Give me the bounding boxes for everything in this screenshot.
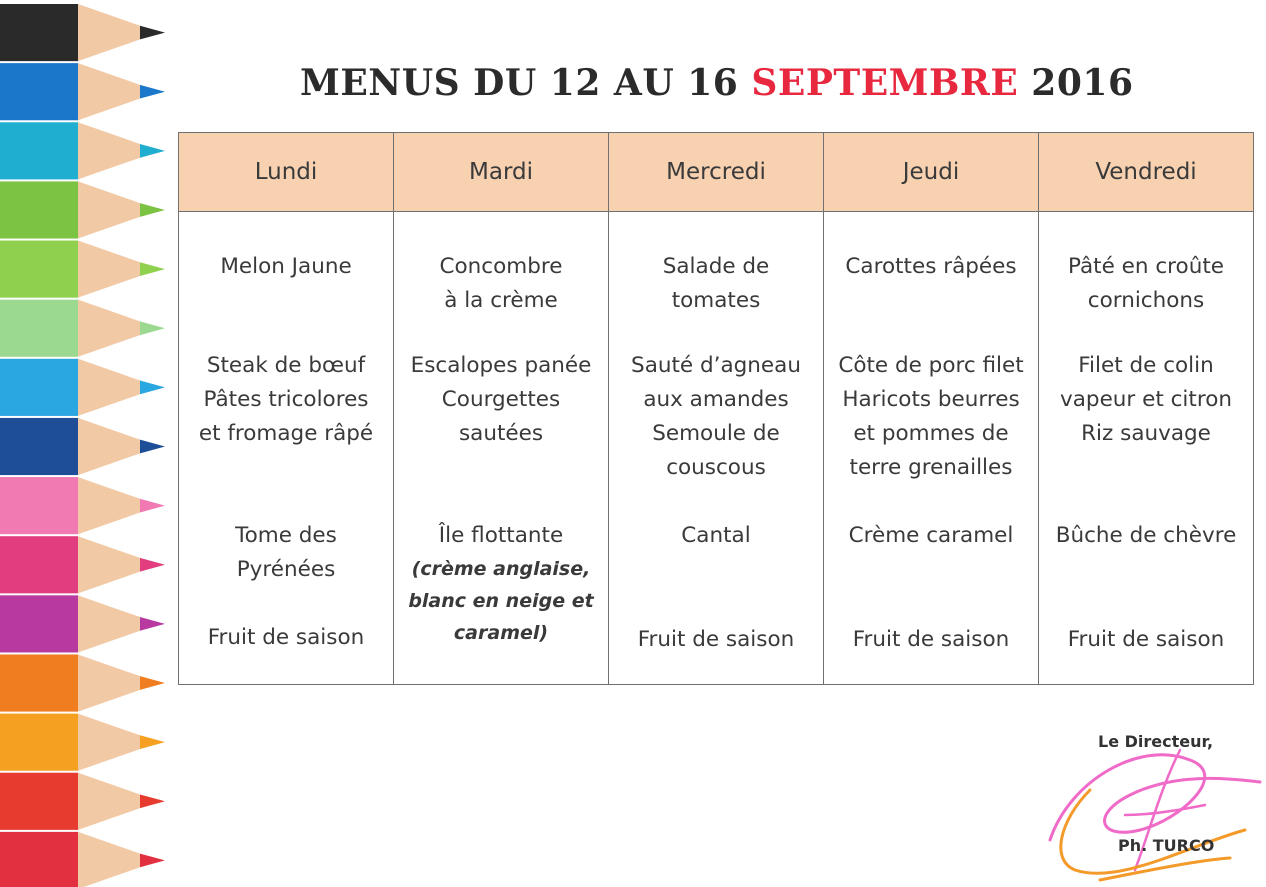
menu-item: aux amandes — [643, 387, 789, 412]
pencil-tip — [140, 321, 165, 335]
pencil-body — [0, 595, 78, 652]
menu-item: Concombre — [439, 254, 563, 279]
menu-item: cornichons — [1087, 288, 1205, 313]
menu-item: Escalopes panée — [410, 353, 592, 378]
menu-item: Haricots beurres — [842, 387, 1020, 412]
pencil-body — [0, 773, 78, 830]
menu-item: Côte de porc filet — [838, 353, 1024, 378]
pencil-wood — [78, 241, 140, 298]
pencil-wood — [78, 181, 140, 238]
pencil-wood — [78, 832, 140, 887]
pencil-tip — [140, 735, 165, 749]
pencil-wood — [78, 714, 140, 771]
dessert — [824, 623, 1038, 657]
menu-item: Tome des — [235, 523, 337, 548]
plat — [179, 349, 393, 451]
menu-item: Sauté d’agneau — [631, 353, 801, 378]
pencil-body — [0, 63, 78, 120]
menu-item: à la crème — [444, 288, 558, 313]
dessert — [609, 623, 823, 657]
pencil-tip — [140, 617, 165, 631]
pencil-wood — [78, 4, 140, 61]
menu-item: Semoule de — [652, 421, 780, 446]
menu-cell-vendredi — [1039, 212, 1254, 685]
pencil-wood — [78, 122, 140, 179]
pencil-wood — [78, 359, 140, 416]
menu-item: Steak de bœuf — [206, 353, 366, 378]
menu-item: sautées — [458, 421, 544, 446]
pencil-body — [0, 300, 78, 357]
pencil-tip — [140, 262, 165, 276]
menu-item: Courgettes — [441, 387, 561, 412]
menu-item: Île flottante — [438, 523, 564, 548]
pencil-body — [0, 122, 78, 179]
plat — [609, 349, 823, 485]
menu-item: vapeur et citron — [1060, 387, 1232, 412]
pencil-tip — [140, 794, 165, 808]
entree — [824, 250, 1038, 284]
menu-cell-lundi — [179, 212, 394, 685]
pencil-tip — [140, 440, 165, 454]
pencil-wood — [78, 418, 140, 475]
menu-item: tomates — [671, 288, 761, 313]
menu-item: Fruit de saison — [207, 625, 365, 650]
entree — [394, 250, 608, 318]
pencil-wood — [78, 300, 140, 357]
menu-item: Riz sauvage — [1081, 421, 1211, 446]
pencil-body — [0, 359, 78, 416]
menu-cell-mardi — [394, 212, 609, 685]
day-header-mardi: Mardi — [394, 133, 609, 212]
pencil-tip — [140, 676, 165, 690]
page-title — [300, 62, 1160, 112]
day-header-mercredi: Mercredi — [609, 133, 824, 212]
pencil-body — [0, 181, 78, 238]
entree — [609, 250, 823, 318]
day-header-vendredi: Vendredi — [1039, 133, 1254, 212]
weekly-menu-table — [178, 132, 1254, 685]
pencil-wood — [78, 595, 140, 652]
plat — [1039, 349, 1253, 451]
pencil-wood — [78, 63, 140, 120]
dessert — [394, 519, 608, 649]
pencil-tip — [140, 26, 165, 40]
menu-item: et fromage râpé — [198, 421, 374, 446]
pencil-body — [0, 418, 78, 475]
pencil-body — [0, 714, 78, 771]
entree — [179, 250, 393, 284]
title-month: SEPTEMBRE — [751, 62, 1019, 104]
day-header-jeudi: Jeudi — [824, 133, 1039, 212]
menu-item: terre grenailles — [849, 455, 1013, 480]
fromage — [609, 519, 823, 553]
menu-item: Pâté en croûte — [1068, 254, 1224, 279]
menu-item: Cantal — [681, 523, 751, 548]
entree — [1039, 250, 1253, 318]
menu-item: Bûche de chèvre — [1055, 523, 1237, 548]
pencil-body — [0, 654, 78, 711]
pencil-tip — [140, 144, 165, 158]
fromage — [824, 519, 1038, 553]
menu-item: Fruit de saison — [1067, 627, 1225, 652]
menu-item: Fruit de saison — [852, 627, 1010, 652]
pencil-body — [0, 4, 78, 61]
pencil-body — [0, 536, 78, 593]
pencil-wood — [78, 536, 140, 593]
dessert — [1039, 623, 1253, 657]
plat — [394, 349, 608, 451]
menu-item: et pommes de — [853, 421, 1009, 446]
pencil-body — [0, 241, 78, 298]
pencil-tip — [140, 499, 165, 513]
menu-item: Melon Jaune — [220, 254, 352, 279]
title-dates: MENUS DU 12 AU 16 — [300, 62, 752, 104]
menu-item: Crème caramel — [848, 523, 1014, 548]
dessert-note: (crème anglaise, — [411, 558, 591, 580]
menu-row — [179, 212, 1254, 685]
menu-cell-jeudi — [824, 212, 1039, 685]
pencil-tip — [140, 203, 165, 217]
dessert-note: blanc en neige et — [408, 590, 594, 612]
fromage — [1039, 519, 1253, 553]
colored-pencils-decoration — [0, 0, 185, 887]
pencil-tip — [140, 381, 165, 395]
fromage — [179, 519, 393, 587]
signature-title: Le Directeur, — [1098, 732, 1214, 751]
pencil-tip — [140, 85, 165, 99]
menu-item: Fruit de saison — [637, 627, 795, 652]
pencil-tip — [140, 854, 165, 868]
menu-item: Pâtes tricolores — [203, 387, 369, 412]
menu-item: couscous — [666, 455, 766, 480]
pencil-wood — [78, 477, 140, 534]
pencil-tip — [140, 558, 165, 572]
pencil-wood — [78, 654, 140, 711]
pencil-body — [0, 832, 78, 887]
menu-item: Filet de colin — [1078, 353, 1214, 378]
dessert-note: caramel) — [453, 622, 549, 644]
pencil-wood — [78, 773, 140, 830]
menu-cell-mercredi — [609, 212, 824, 685]
plat — [824, 349, 1038, 485]
day-header-row — [179, 133, 1254, 212]
day-header-lundi: Lundi — [179, 133, 394, 212]
pencil-body — [0, 477, 78, 534]
menu-item: Pyrénées — [236, 557, 336, 582]
menu-item: Carottes râpées — [845, 254, 1017, 279]
signature-name: Ph. TURCO — [1118, 836, 1215, 855]
title-year: 2016 — [1018, 62, 1134, 104]
dessert — [179, 621, 393, 655]
menu-item: Salade de — [662, 254, 770, 279]
